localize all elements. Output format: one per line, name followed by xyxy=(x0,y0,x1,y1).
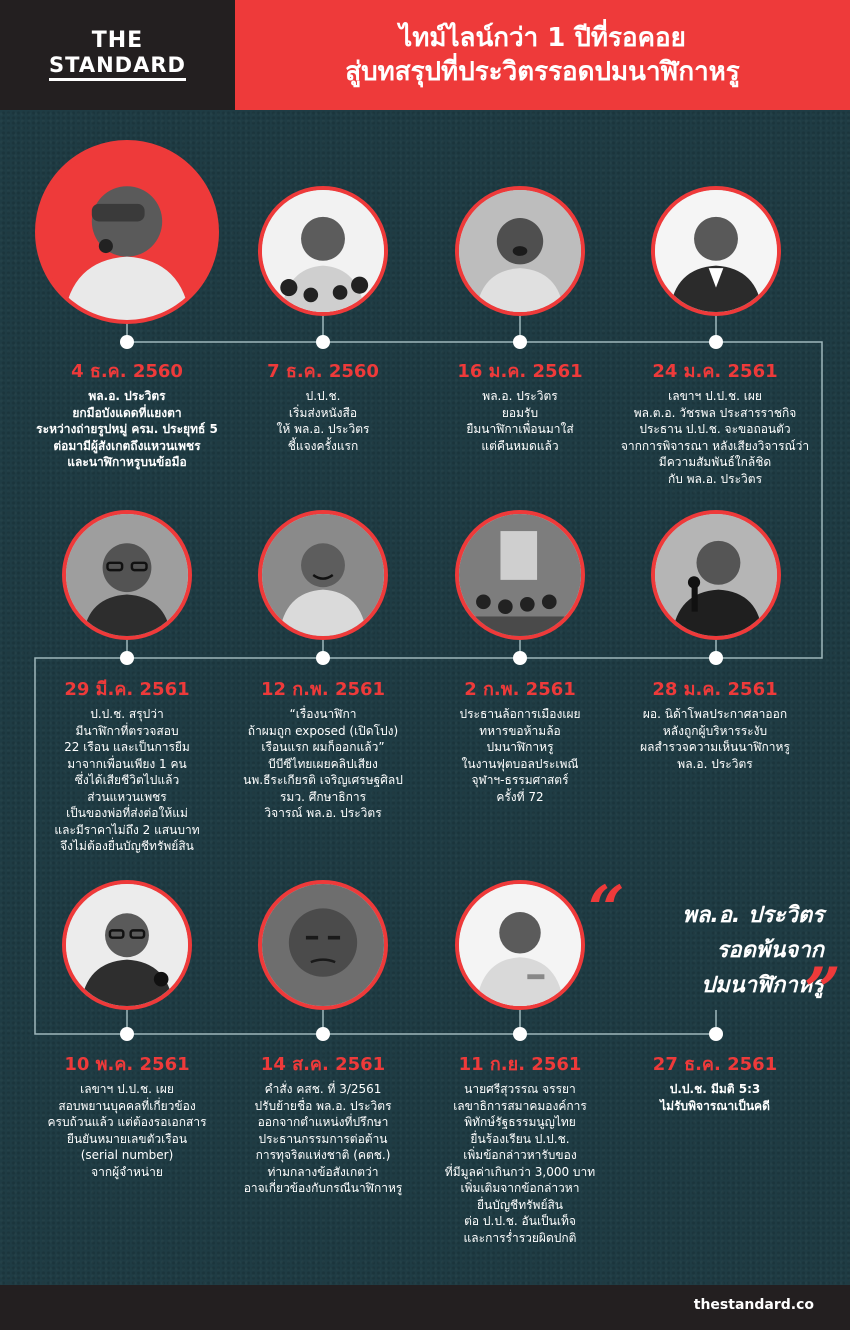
event-date: 28 ม.ค. 2561 xyxy=(652,679,778,700)
timeline-event xyxy=(208,360,438,454)
quote-close-mark: ” xyxy=(804,954,841,1029)
event-date: 12 ก.พ. 2561 xyxy=(260,679,386,700)
event-date: 2 ก.พ. 2561 xyxy=(464,679,576,700)
event-description: ป.ป.ช. สรุปว่า มีนาฬิกาที่ตรวจสอบ 22 เรือน และเป็นการยืม มาจากเพื่อนเพียง 1 คน ซึ่งได้เสียชีวิตไปแล้ว ส่วนแหวนเพชร เป็นของพ่อที่ส่งต่อให้แม่ และมีราคาไม่ถึง 2 แสนบาท จึงไม่ต้องยื่นบัญชีทรัพย์สิน xyxy=(54,707,200,853)
timeline-dot xyxy=(709,335,723,349)
timeline-dot xyxy=(513,651,527,665)
page-title: ไทม์ไลน์กว่า 1 ปีที่รอคอย xyxy=(399,23,686,53)
photo-parade-crowd xyxy=(455,510,585,640)
photo-portrait-suit xyxy=(651,186,781,316)
timeline-dot xyxy=(120,651,134,665)
photo-portrait-glasses-suit xyxy=(62,880,192,1010)
timeline-dot xyxy=(316,335,330,349)
timeline-dot xyxy=(120,335,134,349)
event-date: 16 ม.ค. 2561 xyxy=(457,361,583,382)
event-description: ป.ป.ช. มีมติ 5:3 ไม่รับพิจารณาเป็นคดี xyxy=(660,1082,770,1113)
photo-portrait-speaking xyxy=(455,186,585,316)
event-description: เลขาฯ ป.ป.ช. เผย สอบพยานบุคคลที่เกี่ยวข้อง ครบถ้วนแล้ว แต่ต้องรอเอกสาร ยืนยันหมายเลขตัวเรือน (serial number) จากผู้จำหน่าย xyxy=(47,1082,207,1179)
event-description: เลขาฯ ป.ป.ช. เผย พล.ต.อ. วัชรพล ประสารราชกิจ ประธาน ป.ป.ช. จะขอถอนตัว จากการพิจารณา หลังเสียงวิจารณ์ว่า มีความสัมพันธ์ใกล้ชิด กับ พล.อ. ประวิตร xyxy=(620,389,810,486)
event-date: 7 ธ.ค. 2560 xyxy=(267,361,379,382)
quote-text: พล.อ. ประวิตร รอดพ้นจาก ปมนาฬิกาหรู xyxy=(682,903,824,998)
event-date: 14 ส.ค. 2561 xyxy=(260,1054,386,1075)
event-description: “เรื่องนาฬิกา ถ้าผมถูก exposed (เปิดโปง) เรือนแรก ผมก็ออกแล้ว” บีบีซีไทยเผยคลิปเสียง นพ.ธีระเกียรติ เจริญเศรษฐศิลป รมว. ศึกษาธิการ วิจารณ์ พล.อ. ประวิตร xyxy=(243,707,403,820)
photo-portrait-with-microphones xyxy=(258,186,388,316)
timeline-dot xyxy=(316,651,330,665)
event-description: ผอ. นิด้าโพลประกาศลาออก หลังถูกผู้บริหารระงับ ผลสำรวจความเห็นนาฬิกาหรู พล.อ. ประวิตร xyxy=(640,707,790,771)
logo-text-standard: STANDARD xyxy=(49,53,186,81)
photo-portrait-uniform xyxy=(455,880,585,1010)
photo-portrait-glasses xyxy=(62,510,192,640)
timeline-dot xyxy=(513,335,527,349)
event-description: พล.อ. ประวิตร ยอมรับ ยืมนาฬิกาเพื่อนมาใส่ แต่คืนหมดแล้ว xyxy=(466,389,574,453)
timeline-event xyxy=(600,1053,830,1114)
quote-open-mark: “ xyxy=(588,872,625,947)
footer xyxy=(0,1285,850,1330)
event-description: ประธานล้อการเมืองเผย ทหารขอห้ามล้อ ปมนาฬิกาหรู ในงานฟุตบอลประเพณี จุฬาฯ-ธรรมศาสตร์ ครั้งที่ 72 xyxy=(459,707,581,804)
photo-portrait-hand-covering-eyes xyxy=(35,140,219,324)
event-description: คำสั่ง คสช. ที่ 3/2561 ปรับย้ายชื่อ พล.อ. ประวิตร ออกจากตำแหน่งที่ปรึกษา ประธานกรรมการต่อต้าน การทุจริตแห่งชาติ (คตช.) ท่ามกลางข้อสังเกตว่า อาจเกี่ยวข้องกับกรณีนาฬิกาหรู xyxy=(243,1082,403,1195)
event-date: 4 ธ.ค. 2560 xyxy=(71,361,183,382)
logo-text-the: THE xyxy=(91,28,144,53)
page-subtitle: สู่บทสรุปที่ประวิตรรอดปมนาฬิกาหรู xyxy=(345,57,740,87)
event-date: 24 ม.ค. 2561 xyxy=(652,361,778,382)
photo-portrait-closeup xyxy=(258,880,388,1010)
timeline-event xyxy=(12,678,242,855)
event-description: พล.อ. ประวิตร ยกมือบังแดดที่แยงตา ระหว่างถ่ายรูปหมู่ ครม. ประยุทธ์ 5 ต่อมามีผู้สังเกตถึงแหวนเพชร และนาฬิกาหรูบนข้อมือ xyxy=(36,389,218,469)
event-date: 10 พ.ค. 2561 xyxy=(64,1054,190,1075)
photo-portrait-microphone xyxy=(651,510,781,640)
timeline-event xyxy=(405,678,635,805)
event-description: ป.ป.ช. เริ่มส่งหนังสือ ให้ พล.อ. ประวิตร ชี้แจงครั้งแรก xyxy=(276,389,370,453)
event-date: 27 ธ.ค. 2561 xyxy=(652,1054,778,1075)
event-date: 29 มี.ค. 2561 xyxy=(64,679,190,700)
timeline-event xyxy=(208,1053,438,1197)
event-description: นายศรีสุวรรณ จรรยา เลขาธิการสมาคมองค์การ พิทักษ์รัฐธรรมนูญไทย ยื่นร้องเรียน ป.ป.ช. เพิ่มข้อกล่าวหารับของ ที่มีมูลค่าเกินกว่า 3,000 บาท เพิ่มเติมจากข้อกล่าวหา ยื่นบัญชีทรัพย์สิน ต่อ ป.ป.ช. อันเป็นเท็จ และการร่ำรวยผิดปกติ xyxy=(444,1082,596,1245)
timeline-dot xyxy=(316,1027,330,1041)
timeline-dot xyxy=(513,1027,527,1041)
footer-site-link[interactable]: thestandard.co xyxy=(693,1297,814,1313)
timeline-dot xyxy=(709,1027,723,1041)
timeline-event xyxy=(208,678,438,822)
photo-portrait-smiling xyxy=(258,510,388,640)
timeline-dot xyxy=(709,651,723,665)
timeline-event xyxy=(600,360,830,487)
event-date: 11 ก.ย. 2561 xyxy=(458,1054,582,1075)
timeline-dot xyxy=(120,1027,134,1041)
